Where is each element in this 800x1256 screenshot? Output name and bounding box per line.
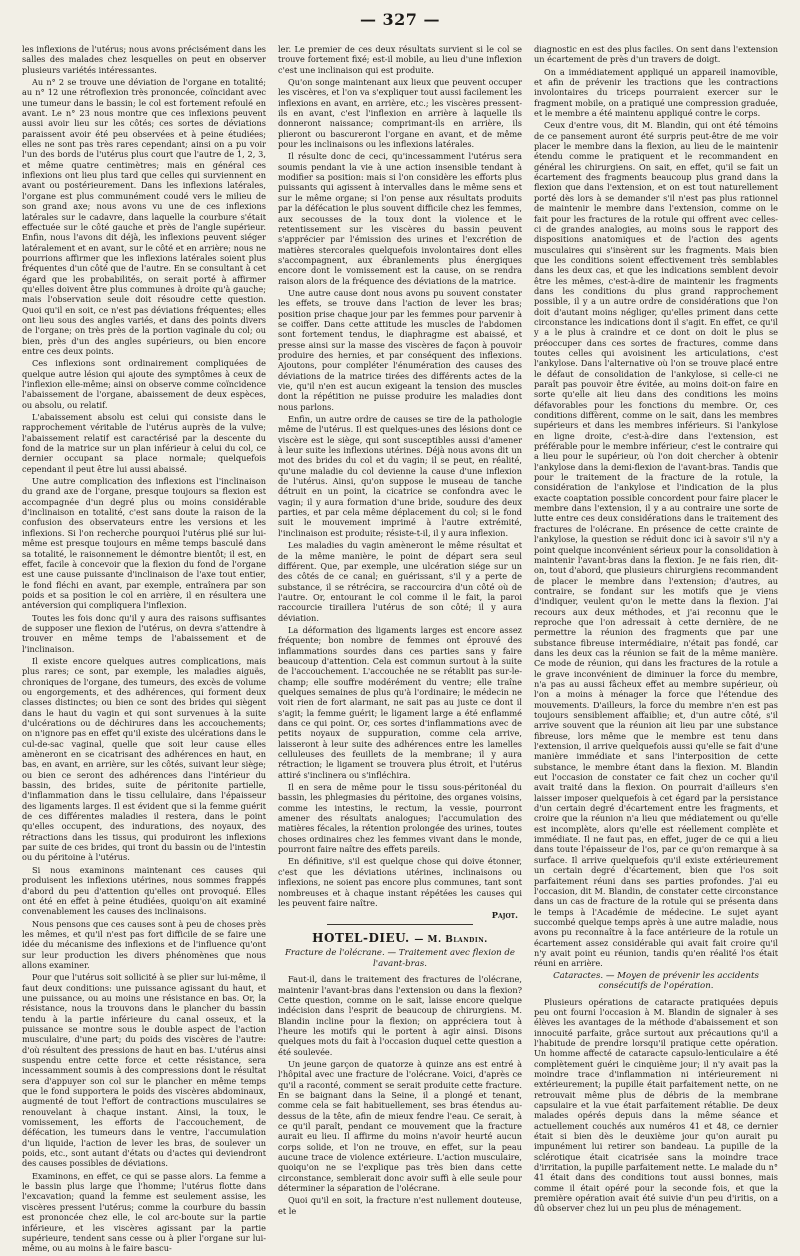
column-2: [278, 44, 522, 1256]
page-number: — 327 —: [359, 10, 441, 29]
paragraph: Si nous examinons maintenant ces causes qui produisent les inflexions utérines, nous sommes frappés d'abord du peu d'attention qu'elles ont provoqué. Elles ont été en effet à peine étudiées, quoiqu'on ait examiné convenablement les causes des inclinaisons.: [22, 864, 266, 917]
section-title: [278, 931, 522, 945]
paragraph: Ces inflexions sont ordinairement compliquées de quelque autre lésion qui ajoute des symptômes à ceux de l'inflexion elle-même; ainsi on observe comme coïncidence l'abaissement de l'organe, abaissement de deux espèces, ou absolu, ou relatif.: [22, 358, 266, 410]
paragraph: Plusieurs opérations de cataracte pratiquées depuis peu ont fourni l'occasion à M. Blandin de signaler à ses élèves les avantages de la méthode d'abaissement et son innocuité parfaite, grâce surtout aux précautions qu'il a l'habitude de prendre lorsqu'il pratique cette opération. Un homme affecté de cataracte capsulo-lenticulaire a été complètement guéri le cinquième jour; il n'y avait pas la moindre trace d'inflammation ni intérieurement ni extérieurement; la pupille était parfaitement nette, on ne retrouvait même plus de débris de la membrane capsulaire et la vue était parfaitement rétablie. De deux malades opérés depuis dans la même séance et actuellement couchés aux numéros 41 et 48, ce dernier était si bien dès le deuxième jour qu'on aurait pu impunément lui retirer son bandeau. La pupille de la sclérotique était cicatrisée sans la moindre trace d'irritation, la pupille parfaitement nette. Le malade du n° 41 était dans des conditions tout aussi bonnes, mais comme il était opéré pour la seconde fois, et que la première opération avait été suivie d'un peu d'iritis, on a dû observer chez lui un peu plus de ménagement.: [534, 996, 778, 1214]
section-divider: [327, 924, 473, 925]
paragraph: les inflexions de l'utérus; nous avons précisément dans les salles des malades chez lesquelles on peut en observer plusieurs variétés intéressantes.: [22, 44, 266, 75]
paragraph: Pour que l'utérus soit sollicité à se plier sur lui-même, il faut deux conditions: une puissance agissant du haut, et une puissance, ou au moins une résistance en bas. Or, la résistance, nous la trouvons dans le plancher du bassin tendu à la partie inférieure du canal osseux, et la puissance se montre sous le double aspect de l'action musculaire, d'une part; du poids des viscères de l'autre: d'où résultent des pressions de haut en bas. L'utérus ainsi suspendu entre cette force et cette résistance, sera incessamment soumis à des compressions dont le résultat sera d'appuyer son col sur le plancher en même temps que le fond supportera le poids des viscères abdominaux, augmenté de tout l'effort de contractions musculaires se renouvelant à chaque instant. Ainsi, la toux, le vomissement, les efforts de l'accouchement, de défécation, les tumeurs dans le ventre, l'accumulation d'un liquide, l'action de lever les bras, de soulever un poids, etc., sont autant d'états ou d'actes qui deviendront des causes possibles de déviations.: [22, 972, 266, 1169]
paragraph: Une autre complication des inflexions est l'inclinaison du grand axe de l'organe, presque toujours sa flexion est accompagnée d'un degré plus ou moins considérable d'inclinaison en totalité, c'est sans doute la raison de la confusion des observateurs entre les versions et les inflexions. Si l'on recherche pourquoi l'utérus plié sur lui-même est presque toujours en même temps basculé dans sa totalité, le raisonnement le démontre bientôt; il est, en effet, facile à concevoir que la flexion du fond de l'organe est une cause puissante d'inclinaison de l'axe tout entier, le fond fléchi en avant, par exemple, entraînera par son poids et sa position le col en arrière, il en résultera une antéversion qui compliquera l'inflexion.: [22, 476, 266, 611]
paragraph: Il en sera de même pour le tissu sous-péritonéal du bassin, les phlegmasies du péritoine, des organes voisins, comme les intestins, le rectum, la vessie, pourront amener des résultats analogues; l'accumulation des matières fécales, la rétention prolongée des urines, toutes choses ordinaires chez les femmes vivant dans le monde, pourront faire naître des effets pareils.: [278, 782, 522, 855]
paragraph: Toutes les fois donc qu'il y aura des raisons suffisantes de supposer une flexion de l'utérus, on devra s'attendre à trouver en même temps de l'abaissement et de l'inclinaison.: [22, 612, 266, 654]
paragraph: Nous pensons que ces causes sont à peu de choses près les mêmes, et qu'il n'est pas fort difficile de se faire une idée du mécanisme des inflexions et de l'influence qu'ont sur leur production les divers phénomènes que nous allons examiner.: [22, 918, 266, 970]
section-title-hospital: HOTEL-DIEU.: [312, 931, 410, 946]
paragraph: Au n° 2 se trouve une déviation de l'organe en totalité; au n° 12 une rétroflexion très prononcée, coïncidant avec une tumeur dans le bassin; le col est fortement refoulé en avant. Le n° 23 nous montre que ces inflexions peuvent aussi avoir lieu sur les côtés; ces sortes de déviations paraissent avoir été peu observées et à peine étudiées; elles ne sont pas très rares cependant; ainsi on a pu voir l'un des bords de l'utérus plus court que l'autre de 1, 2, 3, et même quatre centimètres; mais en général ces inflexions ont lieu plus tard que celles qui surviennent en avant ou postérieurement. Dans les inflexions latérales, l'organe est plus communément coudé vers le milieu de son grand axe; nous avons vu une de ces inflexions latérales sur le cadavre, dans laquelle la courbure s'était effectuée sur le côté gauche et près de l'angle supérieur. Enfin, nous l'avons dit déjà, les inflexions peuvent siéger latéralement et en avant, sur le côté et en arrière; nous ne pourrions affirmer que les inflexions latérales soient plus fréquentes d'un côté que de l'autre. En se consultant à cet égard que les probabilités, on serait porté à affirmer qu'elles doivent être plus communes à droite qu'à gauche; mais l'observation seule doit résoudre cette question. Quoi qu'il en soit, ce n'est pas déviations fréquentes; elles ont lieu sous des angles variés, et dans des points divers de l'organe; on très près de la portion vaginale du col; ou bien, près d'un des angles supérieurs, ou bien encore entre ces deux points.: [22, 77, 266, 356]
paragraph: L'abaissement absolu est celui qui consiste dans le rapprochement véritable de l'utérus auprès de la vulve; l'abaissement relatif est caractérisé par la descente du fond de la matrice sur un plan inférieur à celui du col, ce dernier occupant sa place normale; quelquefois cependant il peut être lui aussi abaissé.: [22, 412, 266, 474]
paragraph: Les maladies du vagin amèneront le même résultat et de la même manière, le point de départ sera seul différent. Que, par exemple, une ulcération siége sur un des côtés de ce canal; en guérissant, s'il y a perte de substance, il se rétrécira, se raccourcira d'un côté où de l'autre. Or, entourant le col comme il le fait, la paroi raccourcie tiraillera l'utérus de son côté; il y aura déviation.: [278, 540, 522, 623]
paragraph: La déformation des ligaments larges est encore assez fréquente; bon nombre de femmes ont éprouvé des inflammations sourdes dans ces parties sans y faire beaucoup d'attention. Cela est commun surtout à la suite de l'accouchement. L'accouchée ne se rétablit pas sur-le-champ; elle souffre modérément du ventre; elle traîne quelques semaines de plus qu'à l'ordinaire; le médecin ne voit rien de fort alarmant, ne sait pas au juste ce dont il s'agit; la femme guérit; le ligament large a été enflammé dans ce qui point. Or, ces sortes d'inflammations avec de petits noyaux de suppuration, comme cela arrive, laisseront à leur suite des adhérences entre les lamelles celluleuses des feuillets de la membrane; il y aura rétraction; le ligament se trouvera plus étroit, et l'utérus attiré s'inclinera ou s'infléchira.: [278, 624, 522, 780]
paragraph: Qu'on songe maintenant aux lieux que peuvent occuper les viscères, et l'on va s'expliquer tout aussi facilement les inflexions en avant, en arrière, etc.; les viscères pressent-ils en avant, c'est l'inflexion en arrière à laquelle ils donneront naissance; comprimant-ils en arrière, ils plieront ou bascureront l'organe en avant, et de même pour les inclinaisons ou les inflexions latérales.: [278, 77, 522, 150]
author-signature: Pajot.: [491, 910, 518, 921]
paragraph: ler. Le premier de ces deux résultats survient si le col se trouve fortement fixé; est-il mobile, au lieu d'une inflexion c'est une inclinaison qui est produite.: [278, 44, 522, 75]
paragraph: diagnostic en est des plus faciles. On sent dans l'extension un écartement de près d'un travers de doigt.: [534, 44, 778, 65]
paragraph: Enfin, un autre ordre de causes se tire de la pathologie même de l'utérus. Il est quelques-unes des lésions dont ce viscère est le siège, qui sont susceptibles aussi d'amener à leur suite les inflexions utérines. Déjà nous avons dit un mot des brides du col et du vagin; il se peut, en réalité, qu'une maladie du col devienne la cause d'une inflexion de l'utérus. Ainsi, qu'on suppose le museau de tanche détruit en un point, la cicatrice se confondra avec le vagin; il y aura formation d'une bride, soudure des deux parties, et par cela même déplacement du col; si le fond suit le mouvement imprimé à l'autre extrémité, l'inclinaison est produite; résiste-t-il, il y aura inflexion.: [278, 414, 522, 538]
paragraph: Examinons, en effet, ce qui se passe alors. La femme a le bassin plus large que l'homme; l'utérus flotte dans l'excavation; quand la femme est seulement assise, les viscères pressent l'utérus; comme la courbure du bassin est prononcée chez elle, le col arc-boute sur la partie inférieure, et les viscères agissant par la partie supérieure, tendent sans cesse ou à plier l'organe sur lui-même, ou au moins à le faire bascu-: [22, 1170, 266, 1254]
paragraph: Faut-il, dans le traitement des fractures de l'olécrane, maintenir l'avant-bras dans l'extension ou dans la flexion? Cette question, comme on le sait, laisse encore quelque indécision dans l'esprit de beaucoup de chirurgiens. M. Blandin incline pour la flexion; on appréciera tout à l'heure les motifs qui le portent à agir ainsi. Disons quelques mots du fait à l'occasion duquel cette question a été soulevée.: [278, 974, 522, 1057]
paragraph: Il résulte donc de ceci, qu'incessamment l'utérus sera soumis pendant la vie à une action insensible tendant à modifier sa position: mais si l'on considère les efforts plus puissants qui agissent à intervalles dans le même sens et sur le même organe; si l'on pense aux résultats produits par la défécation le plus souvent difficile chez les femmes, aux secousses de la toux dont la violence et le retentissement sur les viscères du bassin peuvent s'apprécier par l'émission des urines et l'excrétion de matières stercorales quelquefois involontaires dont elles s'accompagnent, aux ébranlements plus énergiques encore dont le vomissement est la cause, on se rendra raison alors de la fréquence des déviations de la matrice.: [278, 151, 522, 286]
paragraph: On a immédiatement appliqué un appareil inamovible, et afin de prévenir les tractions que les contractions involontaires du triceps pourraient exercer sur le fragment mobile, on a pratiqué une compression graduée, et le membre a été maintenu appliqué contre le corps.: [534, 66, 778, 119]
text-columns: [22, 44, 778, 1256]
paragraph: En définitive, s'il est quelque chose qui doive étonner, c'est que les déviations utérines, inclinaisons ou inflexions, ne soient pas encore plus communes, tant sont nombreuses et à chaque instant répétées les causes qui les peuvent faire naître.: [278, 856, 522, 908]
paragraph: Quoi qu'il en soit, la fracture n'est nullement douteuse, et le: [278, 1195, 522, 1216]
section-title-surgeon: — M. Blandin.: [414, 935, 488, 946]
paragraph: Un jeune garçon de quatorze à quinze ans est entré à l'hôpital avec une fracture de l'olécrane. Voici, d'après ce qu'il a raconté, comment se serait produite cette fracture. En se baignant dans la Seine, il a plongé et tenant, comme cela se fait habituellement, ses bras étendus au-dessus de la tête, afin de mieux fendre l'eau. Ce serait, à ce qu'il paraît, pendant ce mouvement que la fracture aurait eu lieu. Il affirme du moins n'avoir heurté aucun corps solide, et l'on ne trouve, en effet, sur la peau aucune trace de violence extérieure. L'action musculaire, quoiqu'on ne se l'explique pas très bien dans cette circonstance, semblerait donc avoir suffi à elle seule pour déterminer la séparation de l'olécrane.: [278, 1058, 522, 1194]
column-3: [534, 44, 778, 1256]
column-1: [22, 44, 266, 1256]
article-heading-cataractes: Cataractes. — Moyen de prévenir les accidents consécutifs de l'opération.: [553, 970, 759, 992]
paragraph: Ceux d'entre vous, dit M. Blandin, qui ont été témoins de ce pansement auront été surpris peut-être de me voir placer le membre dans la flexion, au lieu de le maintenir étendu comme le pratiquent et le recommandent en général les chirurgiens. On sait, en effet, qu'il se fait un écartement des fragments beaucoup plus grand dans la flexion que dans l'extension, et on est tout naturellement porté dès lors à se demander s'il n'est pas plus rationnel de maintenir le membre dans l'extension, comme on le fait pour les fractures de la rotule qui offrent avec celles-ci de grandes analogies, au moins sous le rapport des dispositions anatomiques et de l'action des agents musculaires qui s'insèrent sur les fragments. Mais bien que les conditions soient effectivement très semblables dans les deux cas, et que les indications semblent devoir être les mêmes, c'est-à-dire de maintenir les fragments dans les conditions du plus grand rapprochement possible, il y a un autre ordre de considérations que l'on doit d'autant moins négliger, qu'elles priment dans cette circonstance les indications dont il s'agit. En effet, ce qu'il y a le plus à craindre et ce dont on doit le plus se préoccuper dans ces sortes de fractures, comme dans toutes celles qui avoisinent les articulations, c'est l'ankylose. Dans l'alternative où l'on se trouve placé entre le défaut de consolidation de l'ankylose, si celle-ci ne paraît pas pouvoir être évitée, au moins doit-on faire en sorte qu'elle ait lieu dans des conditions les moins défavorables pour les fonctions du membre. Or, ces conditions diffèrent, comme on le sait, dans les membres supérieurs et dans les membres inférieurs. Si l'ankylose en ligne droite, c'est-à-dire dans l'extension, est préférable pour le membre inférieur, c'est le contraire qui a lieu pour le supérieur, où l'on doit chercher à obtenir l'ankylose dans la demi-flexion de l'avant-bras. Tandis que pour le traitement de la fracture de la rotule, la considération de l'ankylose et l'indication de la plus exacte coaptation possible concordent pour faire placer le membre dans l'extension, il y a au contraire une sorte de lutte entre ces deux considérations dans le traitement des fractures de l'olécrane. En présence de cette crainte de l'ankylose, la question se réduit donc ici à savoir s'il n'y a point quelque inconvénient sérieux pour la consolidation à maintenir l'avant-bras dans la flexion. Je ne fais rien, dit-on, tout d'abord, que plusieurs chirurgiens recommandent de placer le membre dans l'extension; d'autres, au contraire, se fondant sur les motifs que je viens d'indiquer, veulent qu'on le mette dans la flexion. J'ai recours aux deux méthodes, et j'ai reconnu que le reproche que l'on adressait à cette dernière, de ne permettre la réunion des fragments que par une substance fibreuse intermédiaire, n'était pas fondé, car dans les deux cas la réunion se fait de la même manière. Ce mode de réunion, qui dans les fractures de la rotule a le grave inconvénient de diminuer la force du membre, n'a pas au aussi fâcheux effet au membre supérieur, où l'on a moins à ménager la force que l'étendue des mouvements. D'ailleurs, la force du membre n'en est pas toujours sensiblement affaiblie; et, d'un autre côté, s'il arrive souvent que la réunion ait lieu par une substance fibreuse, lors même que le membre est tenu dans l'extension, il arrive quelquefois aussi qu'elle se fait d'une manière immédiate et sans l'interposition de cette substance, le membre étant dans la flexion. M. Blandin eut l'occasion de constater ce fait chez un cocher qu'il avait traité dans la flexion. On pourrait d'ailleurs s'en laisser imposer quelquefois à cet égard par la persistance d'un certain degré d'écartement entre les fragments, et croire que la réunion n'a lieu que médiatement ou qu'elle est incomplète, alors qu'elle est réellement complète et immédiate. Il ne faut pas, en effet, juger de ce qui a lieu dans toute l'épaisseur de l'os, par ce qu'on remarque à sa surface. Il arrive quelquefois qu'il existe extérieurement un certain degré d'écartement, bien que l'os soit parfaitement réuni dans ses parties profondes. J'ai eu l'occasion, dit M. Blandin, de constater cette circonstance dans un cas de fracture de la rotule qui se présenta dans le temps à l'Académie de médecine. Le sujet ayant succombé quelque temps après à une autre maladie, nous avons pu reconnaître à la face antérieure de la rotule un écartement assez considérable qui avait fait croire qu'il n'y avait point eu réunion, tandis qu'en réalité l'os était réuni en arrière.: [534, 120, 778, 969]
paragraph: Une autre cause dont nous avons pu souvent constater les effets, se trouve dans l'action de lever les bras; position prise chaque jour par les femmes pour parvenir à se coiffer. Dans cette attitude les muscles de l'abdomen sont fortement tendus, le diaphragme est abaissé, et presse ainsi sur la masse des viscères de façon à pouvoir produire des hernies, et par conséquent des inflexions. Ajoutons, pour compléter l'énumération des causes des déviations de la matrice tirées des différents actes de la vie, qu'il n'en est aucun exigeant la tension des muscles dont la répétition ne puisse produire les maladies dont nous parlons.: [278, 287, 522, 412]
article-heading-olecrane: Fracture de l'olécrane. — Traitement avec flexion de l'avant-bras.: [284, 948, 516, 969]
paragraph: Il existe encore quelques autres complications, mais plus rares; ce sont, par exemple, les maladies aiguës, chroniques de l'organe, des tumeurs, des excès de volume ou engorgements, et des adhérences, qui forment deux classes distinctes; ou bien ce sont des brides qui siègent dans le haut du vagin et qui sont survenues à la suite d'ulcérations ou de déchirures dans les accouchements; on n'ignore pas en effet qu'il existe des ulcérations dans le cul-de-sac vaginal, quelle que soit leur cause elles amèneront en se cicatrisant des adhérences en haut, en bas, en avant, en arrière, sur les côtés, suivant leur siège; ou bien ce seront des adhérences dans l'intérieur du bassin, des brides, suite de péritonite partielle, d'inflammation dans le tissu cellulaire, dans l'épaisseur des ligaments larges. Il est évident que si la femme guérit de ces différentes maladies il restera, dans le point qu'elles occupent, des indurations, des noyaux, des rétractions dans les tissus, qui produiront les inflexions par suite de ces brides, qui tront du bassin ou de l'intestin ou du péritoine à l'utérus.: [22, 655, 266, 863]
